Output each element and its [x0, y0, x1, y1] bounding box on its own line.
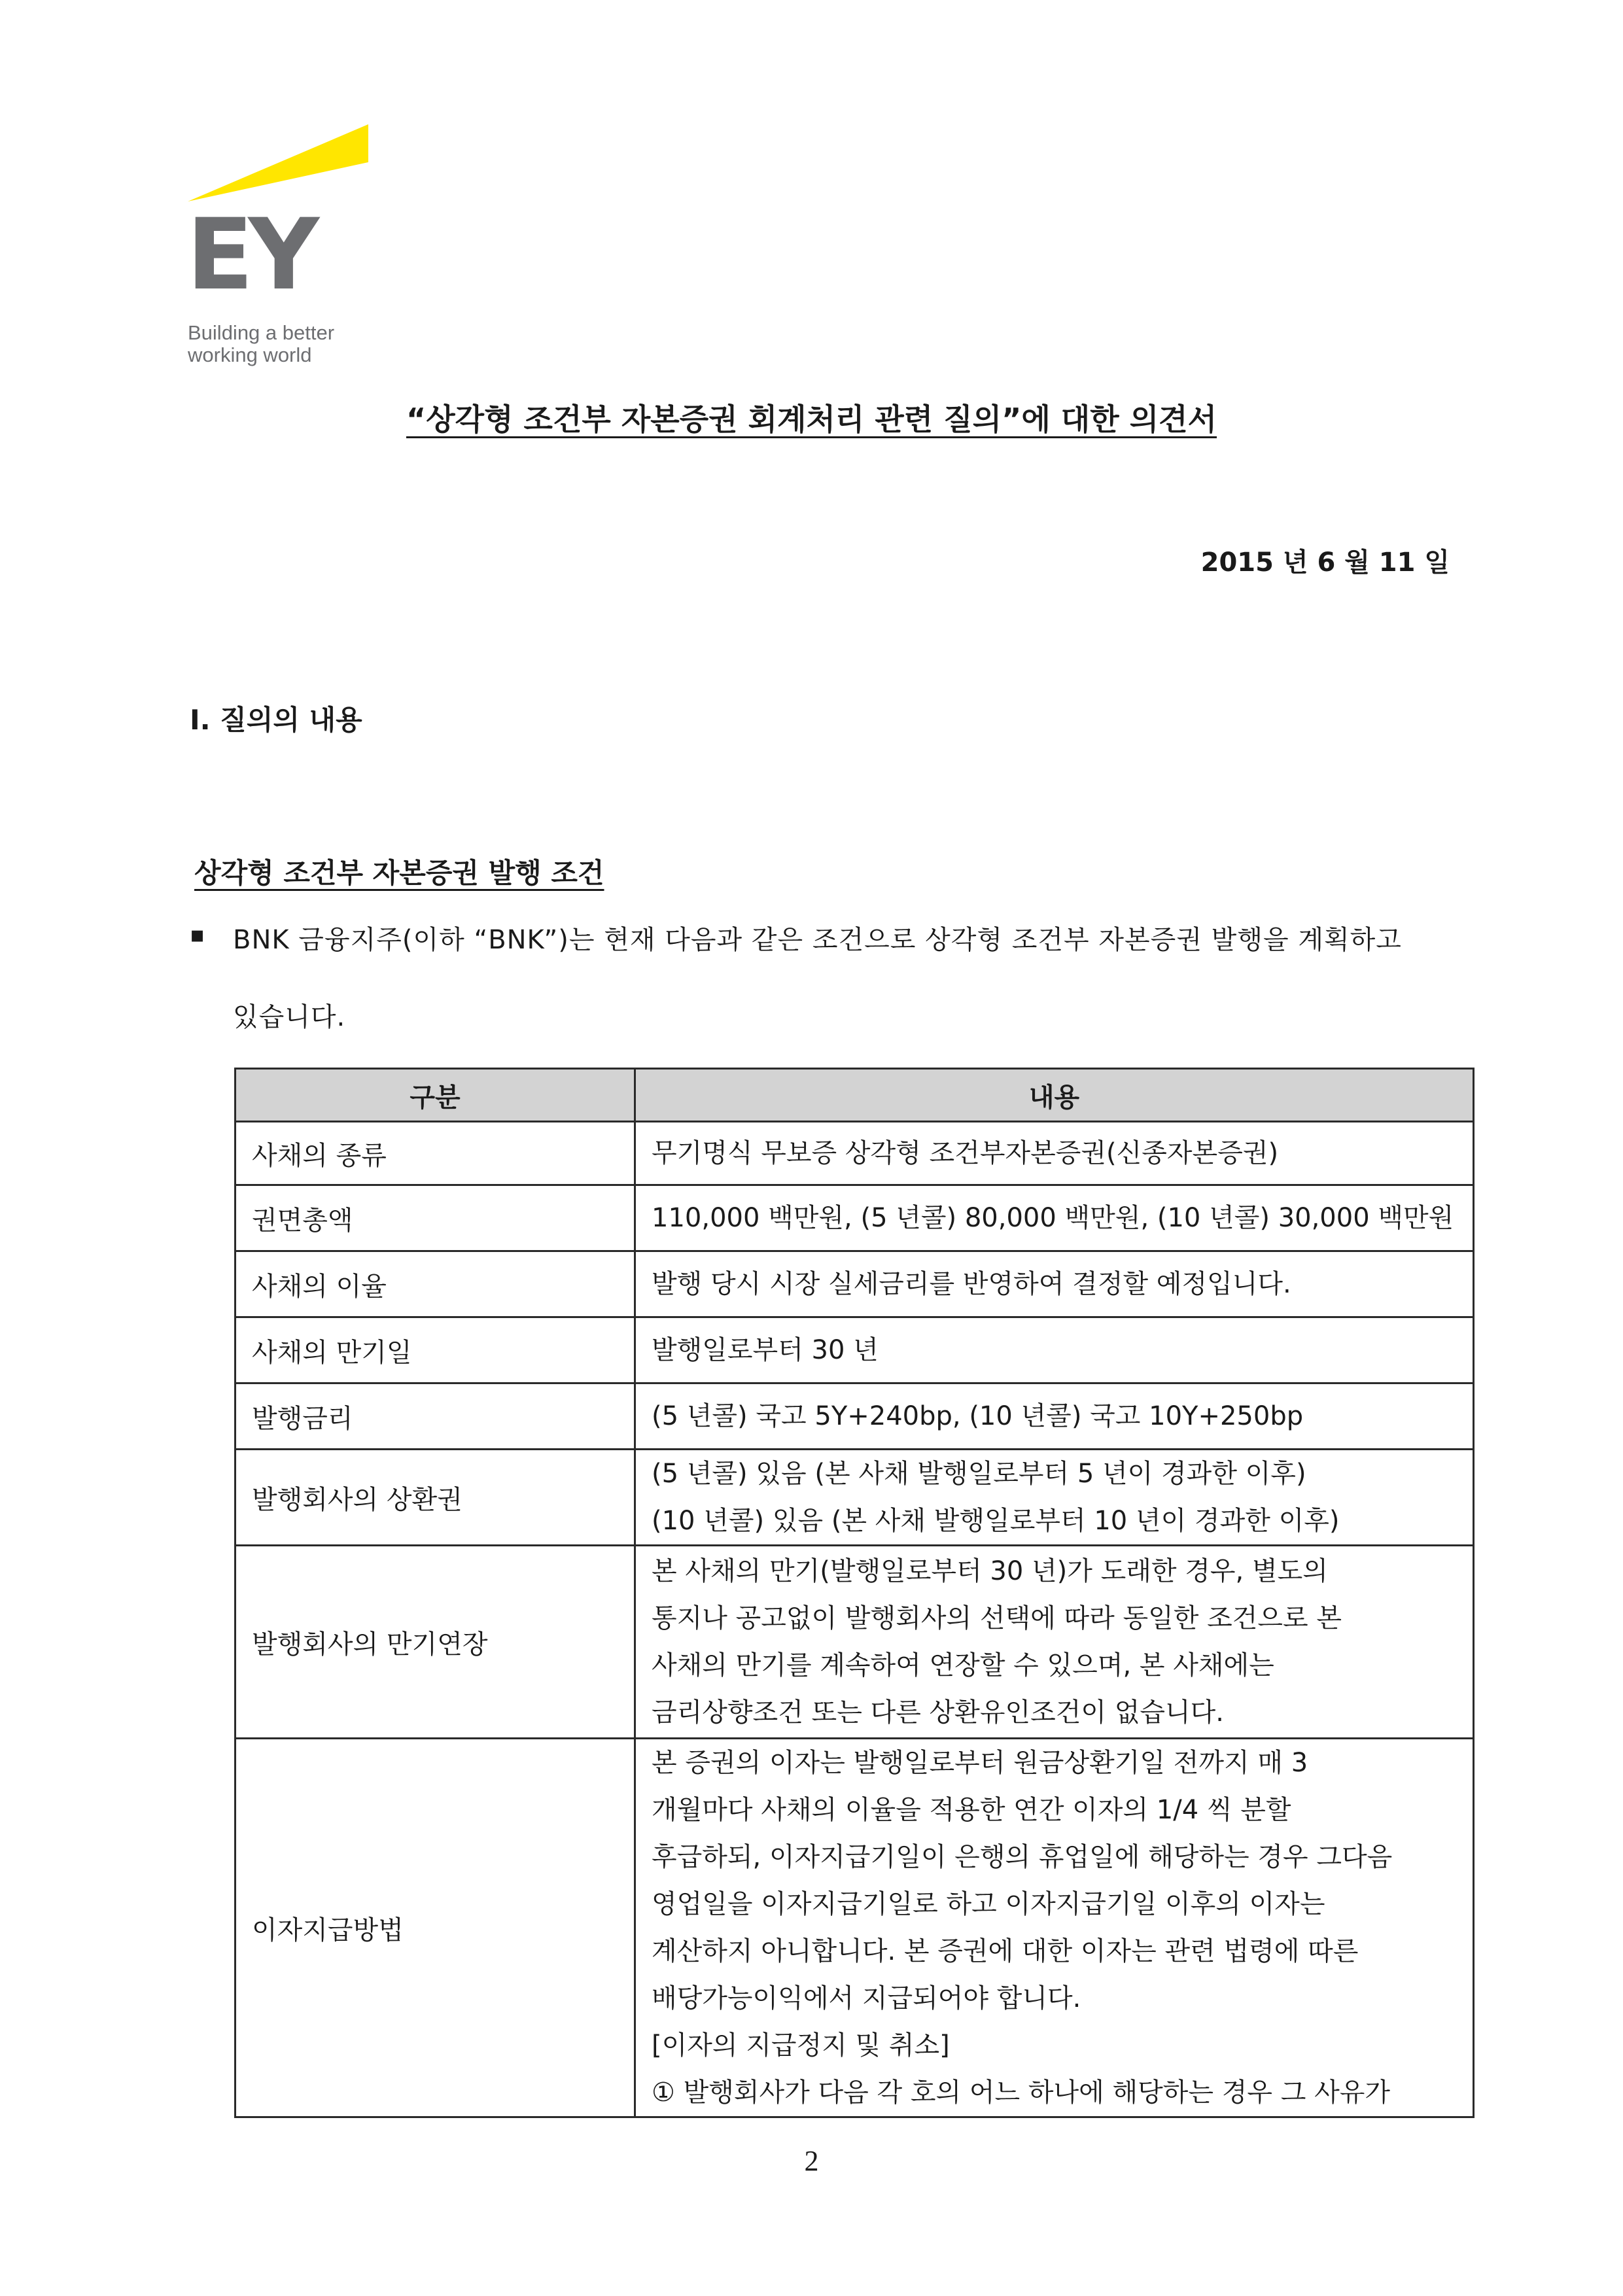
row-content-line: 금리상향조건 또는 다른 상환유인조건이 없습니다.: [652, 1697, 1225, 1728]
document-date: 2015 년 6 월 11 일: [1200, 548, 1450, 578]
tagline-line-2: working world: [188, 343, 312, 366]
row-label: 사채의 종류: [236, 1122, 635, 1185]
ey-logo-letters: EY: [186, 198, 315, 312]
ey-logo: [186, 124, 383, 366]
row-content: [635, 1251, 1474, 1317]
row-content-line: 발행 당시 시장 실세금리를 반영하여 결정할 예정입니다.: [652, 1269, 1291, 1299]
row-content-line: 통지나 공고없이 발행회사의 선택에 따라 동일한 조건으로 본: [652, 1603, 1342, 1633]
header-content: 내용: [635, 1069, 1474, 1122]
table-row: [236, 1546, 1474, 1739]
row-content-line: 발행일로부터 30 년: [652, 1335, 879, 1365]
table-row: [236, 1122, 1474, 1185]
header-category: 구분: [236, 1069, 635, 1122]
row-label: 권면총액: [236, 1185, 635, 1251]
row-label: 사채의 만기일: [236, 1317, 635, 1383]
table-row: [236, 1383, 1474, 1450]
row-content-line: [이자의 지급정지 및 취소]: [652, 2030, 950, 2061]
document-title: “상각형 조건부 자본증권 회계처리 관련 질의”에 대한 의견서: [406, 402, 1217, 437]
row-content-line: 후급하되, 이자지급기일이 은행의 휴업일에 해당하는 경우 그다음: [652, 1842, 1393, 1872]
row-label: 발행금리: [236, 1383, 635, 1450]
row-content: [635, 1546, 1474, 1739]
row-content: [635, 1185, 1474, 1251]
table-row: [236, 1450, 1474, 1546]
ey-logo-beam-icon: [186, 124, 383, 203]
row-label: 발행회사의 만기연장: [236, 1546, 635, 1739]
bullet-line-1: BNK 금융지주(이하 “BNK”)는 현재 다음과 같은 조건으로 상각형 조건부 자본증권 발행을 계획하고: [233, 925, 1402, 955]
row-content-line: (5 년콜) 있음 (본 사채 발행일로부터 5 년이 경과한 이후): [652, 1459, 1306, 1489]
row-content-line: (10 년콜) 있음 (본 사채 발행일로부터 10 년이 경과한 이후): [652, 1506, 1340, 1536]
row-content-line: 계산하지 아니합니다. 본 증권에 대한 이자는 관련 법령에 따른: [652, 1936, 1359, 1966]
bullet-icon: ▪: [190, 922, 205, 948]
row-content: [635, 1450, 1474, 1546]
table-row: [236, 1317, 1474, 1383]
row-content: [635, 1383, 1474, 1450]
section-heading: I. 질의의 내용: [190, 704, 362, 736]
row-label: 이자지급방법: [236, 1739, 635, 2117]
row-content-line: 사채의 만기를 계속하여 연장할 수 있으며, 본 사채에는: [652, 1650, 1274, 1680]
row-content-line: 영업일을 이자지급기일로 하고 이자지급기일 이후의 이자는: [652, 1889, 1325, 1919]
row-label: 사채의 이율: [236, 1251, 635, 1317]
row-content-line: 무기명식 무보증 상각형 조건부자본증권(신종자본증권): [652, 1138, 1279, 1168]
row-content-line: 배당가능이익에서 지급되어야 합니다.: [652, 1983, 1081, 2013]
terms-table: [234, 1068, 1475, 2118]
row-label: 발행회사의 상환권: [236, 1450, 635, 1546]
page-number: 2: [804, 2145, 819, 2177]
row-content-line: 본 증권의 이자는 발행일로부터 원금상환기일 전까지 매 3: [652, 1748, 1308, 1778]
table-header-row: [236, 1069, 1474, 1122]
table-body: [236, 1122, 1474, 2117]
row-content-line: 본 사채의 만기(발행일로부터 30 년)가 도래한 경우, 별도의: [652, 1556, 1328, 1586]
row-content: [635, 1317, 1474, 1383]
row-content: [635, 1122, 1474, 1185]
table-row: [236, 1739, 1474, 2117]
row-content-line: 개월마다 사채의 이율을 적용한 연간 이자의 1/4 씩 분할: [652, 1795, 1291, 1825]
row-content-line: 110,000 백만원, (5 년콜) 80,000 백만원, (10 년콜) 30,000 백만원: [652, 1203, 1454, 1233]
table-row: [236, 1251, 1474, 1317]
row-content-line: (5 년콜) 국고 5Y+240bp, (10 년콜) 국고 10Y+250bp: [652, 1401, 1304, 1431]
ey-logo-tagline: [188, 322, 334, 366]
row-content-line: ① 발행회사가 다음 각 호의 어느 하나에 해당하는 경우 그 사유가: [652, 2078, 1391, 2108]
tagline-line-1: Building a better: [188, 321, 335, 344]
bullet-line-2: 있습니다.: [233, 1002, 346, 1032]
row-content: [635, 1739, 1474, 2117]
sub-heading: 상각형 조건부 자본증권 발행 조건: [194, 857, 604, 889]
table-row: [236, 1185, 1474, 1251]
